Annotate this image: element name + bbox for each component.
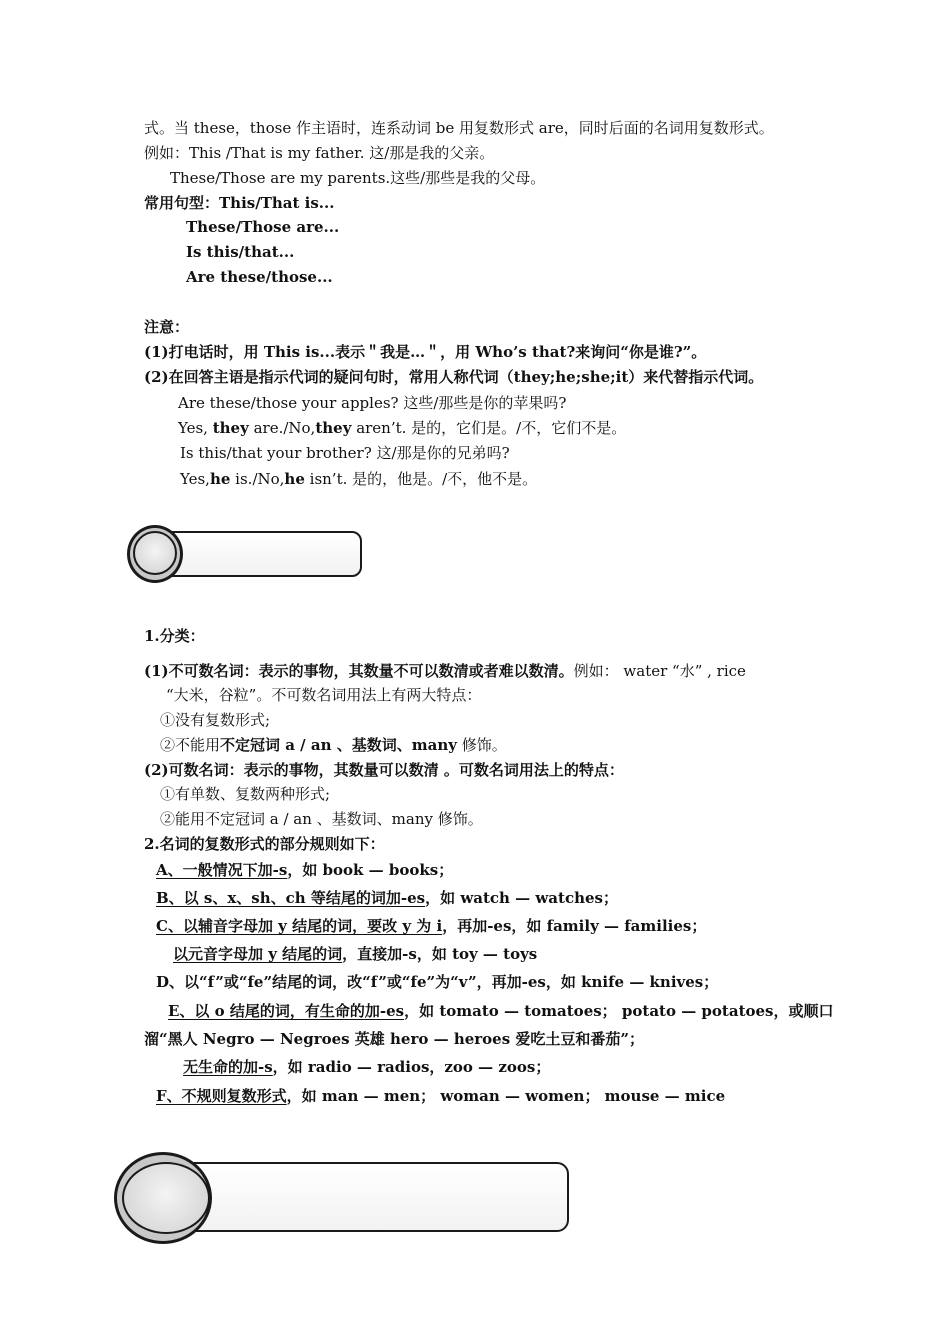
pattern-line: Is this/that...	[186, 243, 295, 261]
badge-bar	[150, 1162, 569, 1232]
rule-label: 以元音字母加 y 结尾的词	[173, 945, 343, 963]
patterns-label: 常用句型：This/That is...	[144, 194, 335, 212]
uncountable-definition: (1)不可数名词：表示的事物，其数量不可以数清或者难以数清。	[144, 662, 574, 680]
text-fragment: 修饰。	[456, 736, 507, 754]
feature-item: ①有单数、复数两种形式;	[160, 785, 331, 803]
rule-item	[168, 1000, 834, 1022]
example-pronoun: they	[315, 419, 352, 437]
note-item: (1)打电话时，用 This is...表示＂我是…＂，用 Who’s that?来询问“你是谁?”。	[144, 343, 707, 361]
rule-item	[156, 915, 706, 937]
rule-label: E、以 o 结尾的词，有生命的加-es	[168, 1002, 405, 1020]
example-pronoun: he	[284, 470, 305, 488]
pattern-line: These/Those are...	[186, 218, 340, 236]
note-item: (2)在回答主语是指示代词的疑问句时，常用人称代词（they;he;she;it）来代替指示代词。	[144, 368, 764, 386]
section-title: 1.分类：	[144, 627, 205, 645]
rule-example: ，如 watch — watches；	[425, 889, 618, 907]
example-pronoun: they	[212, 419, 249, 437]
text-fragment: ②不能用	[160, 736, 221, 754]
countable-definition: (2)可数名词：表示的事物，其数量可以数清 。可数名词用法上的特点：	[144, 761, 624, 779]
text-fragment: 例如： water “水” , rice	[573, 662, 746, 680]
example-line: Are these/those your apples? 这些/那些是你的苹果吗?	[178, 394, 567, 412]
rule-example: ，如 radio — radios，zoo — zoos；	[272, 1058, 551, 1076]
feature-item: ②能用不定冠词 a / an 、基数词、many 修饰。	[160, 810, 483, 828]
feature-item	[160, 734, 507, 756]
rule-label: F、不规则复数形式	[156, 1087, 287, 1105]
rule-item	[183, 1056, 550, 1078]
text-emphasis: 不定冠词 a / an 、基数词、many	[220, 736, 457, 754]
rule-label: B、以 s、x、sh、ch 等结尾的词加-es	[156, 889, 426, 907]
rule-example: ，如 tomato — tomatoes； potato — potatoes，或顺口	[404, 1002, 834, 1020]
rule-label: A、一般情况下加-s	[156, 861, 288, 879]
text-line: 例如：This /That is my father. 这/那是我的父亲。	[144, 144, 495, 162]
rule-example: ，如 book — books；	[287, 861, 454, 879]
rule-item	[173, 943, 537, 965]
badge-circle-icon	[133, 531, 177, 575]
text-line: 式。当 these，those 作主语时，连系动词 be 用复数形式 are，同时后面的名词用复数形式。	[144, 119, 774, 137]
feature-item: ①没有复数形式;	[160, 711, 271, 729]
example-text: Yes,	[178, 419, 213, 437]
note-label: 注意：	[144, 318, 190, 336]
rule-item	[156, 1085, 725, 1107]
badge-circle-icon	[122, 1162, 210, 1234]
rule-item	[156, 859, 453, 881]
text-line	[144, 660, 746, 682]
section-title: 2.名词的复数形式的部分规则如下：	[144, 835, 385, 853]
rule-item: 溜“黑人 Negro — Negroes 英雄 hero — heroes 爱吃土豆和番茄”；	[144, 1030, 645, 1048]
example-text: Yes,	[180, 470, 210, 488]
rule-label: 无生命的加-s	[183, 1058, 273, 1076]
text-line: “大米，谷粒”。不可数名词用法上有两大特点：	[166, 686, 482, 704]
example-pronoun: he	[209, 470, 231, 488]
example-text: aren’t. 是的，它们是。/不，它们不是。	[351, 419, 627, 437]
text-line: These/Those are my parents.这些/那些是我的父母。	[170, 169, 546, 187]
example-text: are./No,	[248, 419, 316, 437]
example-text: is./No,	[230, 470, 285, 488]
rule-label: C、以辅音字母加 y 结尾的词，要改 y 为 i	[156, 917, 443, 935]
rule-item	[156, 887, 618, 909]
rule-example: ，如 man — men； woman — women； mouse — mice	[286, 1087, 726, 1105]
rule-example: ，直接加-s，如 toy — toys	[342, 945, 538, 963]
example-line: Is this/that your brother? 这/那是你的兄弟吗?	[180, 444, 510, 462]
example-line	[180, 468, 537, 490]
rule-item: D、以“f”或“fe”结尾的词，改“f”或“fe”为“v”，再加-es，如 knife — knives；	[156, 973, 719, 991]
rule-example: ，再加-es，如 family — families；	[442, 917, 707, 935]
example-text: isn’t. 是的，他是。/不，他不是。	[304, 470, 538, 488]
example-line	[178, 417, 626, 439]
pattern-line: Are these/those...	[186, 268, 333, 286]
